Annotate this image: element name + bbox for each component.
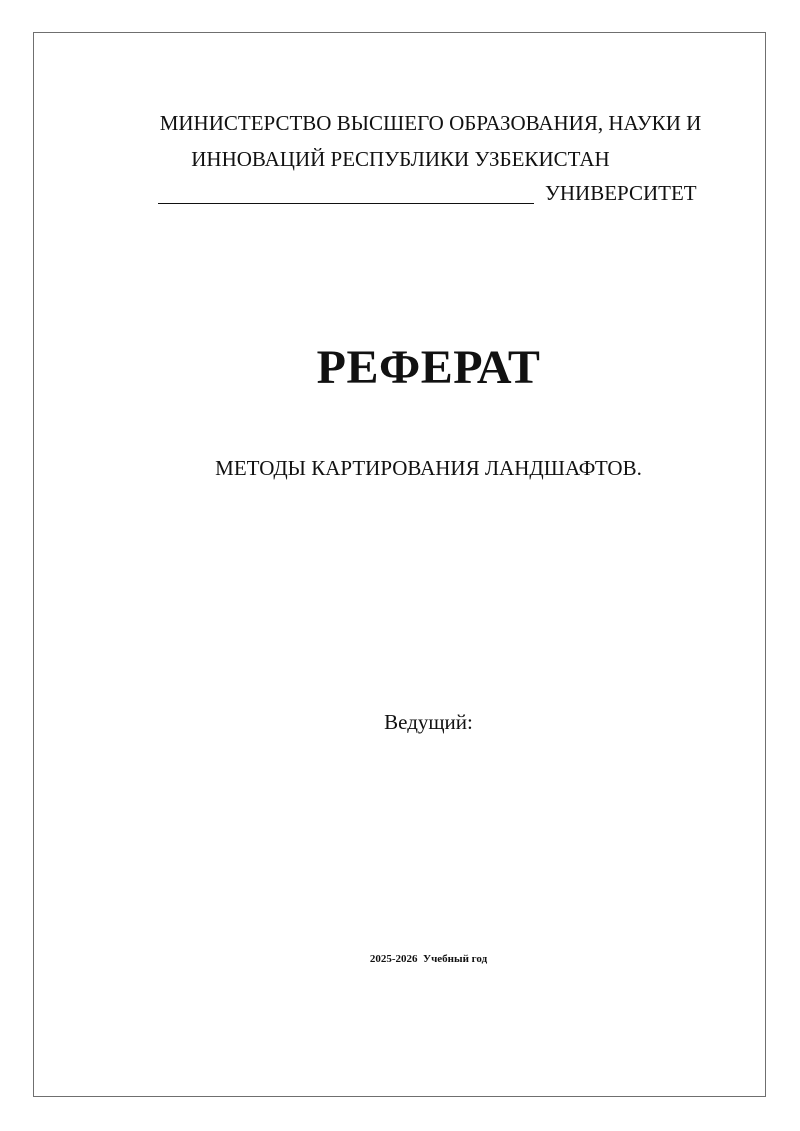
academic-year: 2025-2026 Учебный год (369, 953, 488, 965)
ministry-line-2: ИННОВАЦИЙ РЕСПУБЛИКИ УЗБЕКИСТАН (191, 147, 610, 171)
document-page (33, 32, 766, 1097)
university-label: УНИВЕРСИТЕТ (545, 181, 697, 205)
university-name-blank-line (158, 202, 534, 204)
ministry-line-1: МИНИСТЕРСТВО ВЫСШЕГО ОБРАЗОВАНИЯ, НАУКИ И (159, 111, 702, 135)
document-topic: МЕТОДЫ КАРТИРОВАНИЯ ЛАНДШАФТОВ. (215, 456, 642, 480)
supervisor-label: Ведущий: (384, 710, 473, 734)
document-title: РЕФЕРАТ (316, 341, 541, 394)
